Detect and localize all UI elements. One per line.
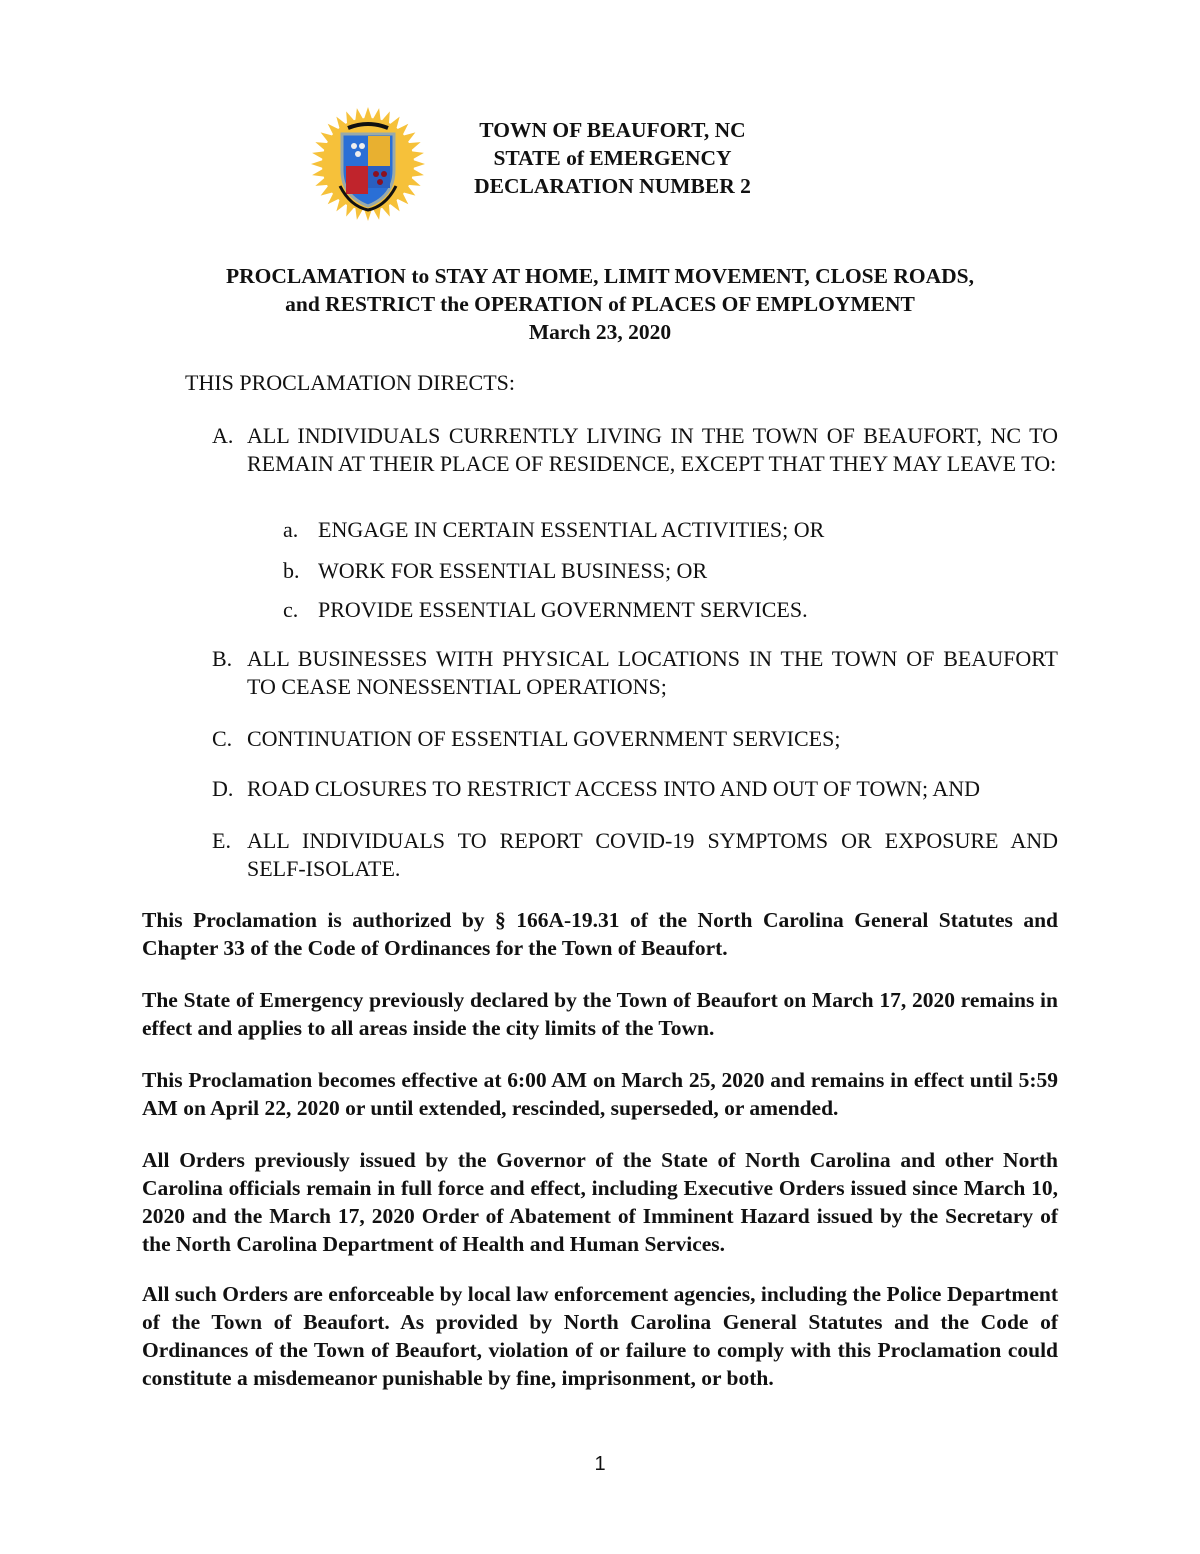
item-text: ALL INDIVIDUALS TO REPORT COVID-19 SYMPTOMS OR EXPOSURE AND SELF-ISOLATE. xyxy=(247,828,1058,881)
header-town: TOWN OF BEAUFORT, NC xyxy=(479,118,746,142)
list-item-a xyxy=(212,422,1058,478)
sub-item-b xyxy=(283,557,707,585)
item-label: E. xyxy=(212,828,231,853)
list-item-b xyxy=(212,645,1058,701)
sub-item-a xyxy=(283,516,824,544)
sub-item-c xyxy=(283,596,808,624)
paragraph-authority: This Proclamation is authorized by § 166A-19.31 of the North Carolina General Statutes and Chapter 33 of the Code of Ordinances for the Town of Beaufort. xyxy=(142,908,1058,960)
list-item-e xyxy=(212,827,1058,883)
title-line-2: and RESTRICT the OPERATION of PLACES OF EMPLOYMENT xyxy=(285,292,915,316)
item-text: ALL INDIVIDUALS CURRENTLY LIVING IN THE TOWN OF BEAUFORT, NC TO REMAIN AT THEIR PLACE OF RESIDENCE, EXCEPT THAT THEY MAY LEAVE TO: xyxy=(247,423,1058,476)
sub-text: ENGAGE IN CERTAIN ESSENTIAL ACTIVITIES; OR xyxy=(318,517,825,542)
item-label: A. xyxy=(212,423,234,448)
title-date: March 23, 2020 xyxy=(528,320,672,344)
item-label: C. xyxy=(212,726,233,751)
town-seal-logo xyxy=(310,106,426,222)
title-line-1: PROCLAMATION to STAY AT HOME, LIMIT MOVEMENT, CLOSE ROADS, xyxy=(225,264,974,288)
item-label: D. xyxy=(212,776,234,801)
list-item-d xyxy=(212,775,1058,803)
sub-label: a. xyxy=(283,517,299,542)
item-label: B. xyxy=(212,646,233,671)
directs-heading: THIS PROCLAMATION DIRECTS: xyxy=(185,370,516,395)
item-text: ALL BUSINESSES WITH PHYSICAL LOCATIONS IN THE TOWN OF BEAUFORT TO CEASE NONESSENTIAL OPERATIONS; xyxy=(247,646,1058,699)
document-header xyxy=(440,116,785,200)
header-declaration: DECLARATION NUMBER 2 xyxy=(474,174,751,198)
sub-text: PROVIDE ESSENTIAL GOVERNMENT SERVICES. xyxy=(318,597,808,622)
paragraph-governor-orders: All Orders previously issued by the Governor of the State of North Carolina and other North Carolina officials remain in full force and effect, including Executive Orders issued since March 10, 2020 and the March 17, 2020 Order of Abatement of Imminent Hazard issued by the Secretary of the North Carolina Department of Health and Human Services. xyxy=(142,1148,1058,1256)
paragraph-effective-dates: This Proclamation becomes effective at 6:00 AM on March 25, 2020 and remains in effect until 5:59 AM on April 22, 2020 or until extended, rescinded, superseded, or amended. xyxy=(142,1068,1058,1120)
paragraph-state-of-emergency: The State of Emergency previously declared by the Town of Beaufort on March 17, 2020 remains in effect and applies to all areas inside the city limits of the Town. xyxy=(142,988,1058,1040)
item-text: CONTINUATION OF ESSENTIAL GOVERNMENT SERVICES; xyxy=(247,726,841,751)
item-text: ROAD CLOSURES TO RESTRICT ACCESS INTO AND OUT OF TOWN; AND xyxy=(247,776,981,801)
list-item-c xyxy=(212,725,1058,753)
sub-label: c. xyxy=(283,597,299,622)
sub-label: b. xyxy=(283,558,300,583)
proclamation-title xyxy=(100,262,1100,346)
paragraph-enforcement: All such Orders are enforceable by local law enforcement agencies, including the Police Department of the Town of Beaufort. As provided by North Carolina General Statutes and the Code of Ordinances of the Town of Beaufort, violation of or failure to comply with this Proclamation could constitute a misdemeanor punishable by fine, imprisonment, or both. xyxy=(142,1282,1058,1390)
header-state: STATE of EMERGENCY xyxy=(493,146,732,170)
sub-text: WORK FOR ESSENTIAL BUSINESS; OR xyxy=(318,558,708,583)
page-number: 1 xyxy=(594,1453,606,1475)
